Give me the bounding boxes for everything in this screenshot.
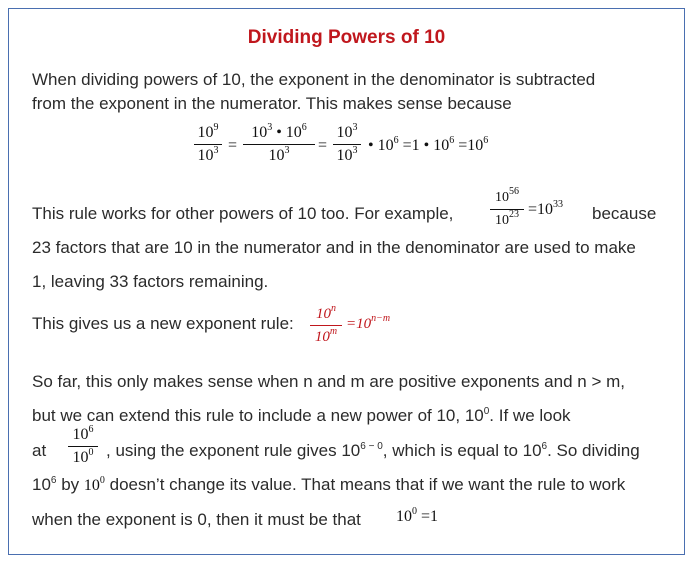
fraction-product-over-10-3: $10^3$ • $10^6$ $10^3$	[243, 124, 315, 165]
result-10-33: $=10^{33}$	[528, 199, 564, 218]
rule-text: This gives us a new exponent rule:	[32, 314, 294, 333]
because-word: because	[592, 204, 657, 223]
para3-line-3: , using the exponent rule gives $10^{6 - 0}$, which is equal to $10^6$. So dividing	[106, 441, 640, 460]
para2-line-2: 23 factors that are 10 in the numerator and in the denominator are used to make	[32, 238, 636, 257]
fraction-10-3-over-10-3: $10^3$ $10^3$	[333, 124, 361, 165]
para3-line-1: So far, this only makes sense when n and m are positive exponents and n > m,	[32, 372, 625, 391]
intro-line-2: from the exponent in the numerator. This makes sense because	[32, 94, 512, 113]
page-title: Dividing Powers of 10	[247, 27, 446, 48]
equals-sign: =	[228, 137, 238, 154]
final-equation: $10^0 =1$	[396, 506, 439, 525]
rule-result: $=10^{n-m}$	[346, 313, 391, 332]
para3-line-5: when the exponent is 0, then it must be that	[32, 510, 361, 529]
fraction-10-9-over-10-3: $10^9$ $10^3$	[194, 124, 222, 165]
at-word: at	[32, 441, 47, 460]
para3-line-4: $10^6$ by $10^0$ doesn’t change its value. That means that if we want the rule to work	[32, 475, 626, 494]
para2-line-3: 1, leaving 33 factors remaining.	[32, 272, 269, 291]
intro-line-1: When dividing powers of 10, the exponent in the denominator is subtracted	[32, 70, 596, 89]
fraction-10-56-over-10-23: $10^{56}$ $10^{23}$	[490, 189, 524, 230]
para2-line-1: This rule works for other powers of 10 too. For example,	[32, 204, 454, 223]
equation-tail: • $10^6 =1$ • $10^6 =10^6$	[368, 135, 489, 154]
fraction-10-n-over-10-m: 10$^n$ 10$^m$	[310, 305, 342, 346]
equals-sign: =	[318, 137, 328, 154]
para3-line-2: but we can extend this rule to include a new power of 10, $10^0$. If we look	[32, 406, 571, 425]
fraction-10-6-over-10-0: $10^6$ $10^0$	[68, 426, 98, 467]
